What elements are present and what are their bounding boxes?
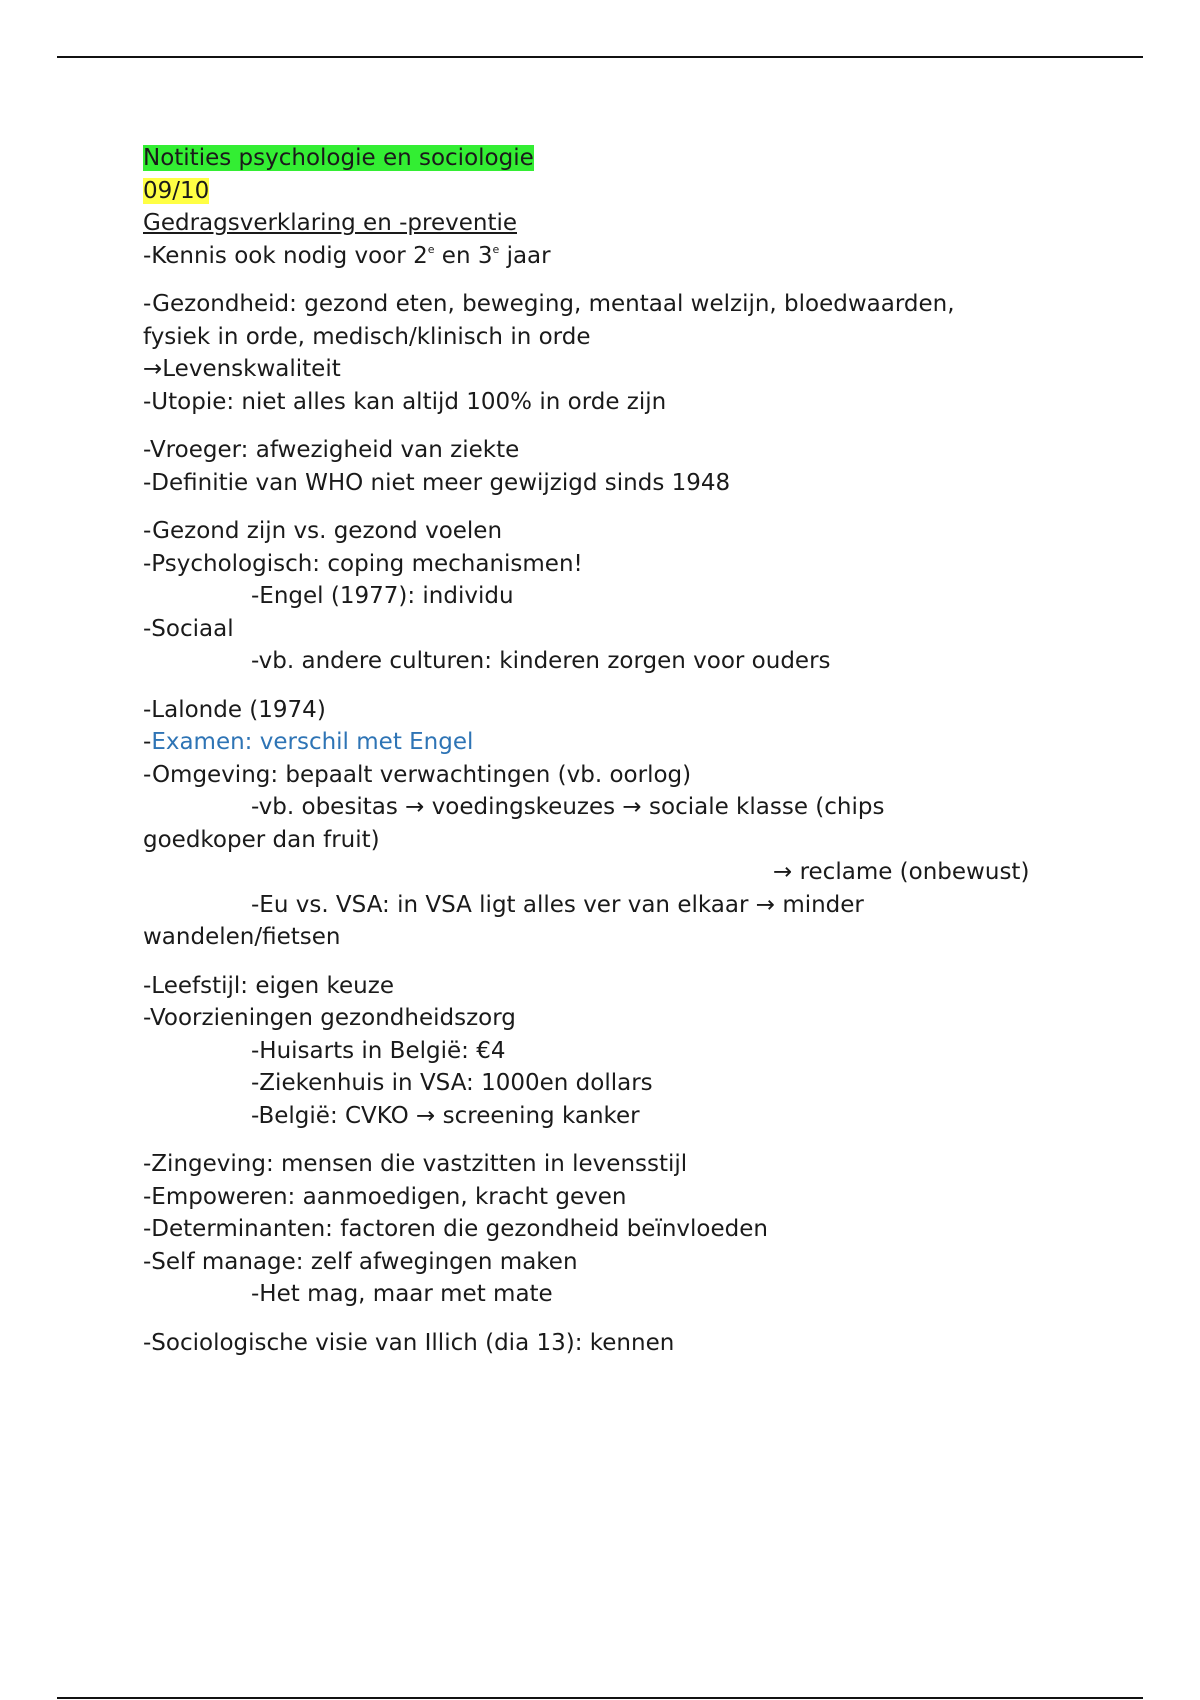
date-highlight: 09/10 [143, 177, 210, 204]
note-line: -Utopie: niet alles kan altijd 100% in orde zijn [143, 388, 667, 415]
note-line-indented: -Huisarts in België: €4 [251, 1037, 506, 1064]
exam-note-line: -Examen: verschil met Engel [143, 729, 474, 755]
note-line: wandelen/fietsen [143, 924, 341, 950]
kennis-line: -Kennis ook nodig voor 2e en 3e jaar [143, 242, 551, 269]
doc-date [143, 175, 1103, 208]
note-line: -Sociaal [143, 615, 234, 642]
note-line: -Gezond zijn vs. gezond voelen [143, 518, 503, 544]
note-line: -Omgeving: bepaalt verwachtingen (vb. oorlog) [143, 761, 692, 788]
note-line: goedkoper dan fruit) [143, 826, 380, 853]
note-line: -Vroeger: afwezigheid van ziekte [143, 437, 520, 463]
doc-subtitle [143, 207, 1103, 240]
note-line: -Zingeving: mensen die vastzitten in levensstijl [143, 1151, 688, 1177]
note-line: -Gezondheid: gezond eten, beweging, mentaal welzijn, bloedwaarden, [143, 291, 955, 317]
note-line: fysiek in orde, medisch/klinisch in orde [143, 323, 591, 350]
note-line-indented: -België: CVKO → screening kanker [251, 1102, 640, 1129]
subtitle-text: Gedragsverklaring en -preventie [143, 210, 517, 236]
note-line: -Self manage: zelf afwegingen maken [143, 1248, 578, 1275]
note-line-indented: -Het mag, maar met mate [251, 1281, 553, 1307]
title-highlight: Notities psychologie en sociologie [143, 145, 534, 171]
note-line: -Definitie van WHO niet meer gewijzigd sinds 1948 [143, 469, 731, 496]
note-line-right: → reclame (onbewust) [773, 859, 1030, 885]
top-rule [57, 56, 1143, 58]
note-line-indented: -Engel (1977): individu [251, 583, 514, 609]
exam-note-text: Examen: verschil met Engel [151, 729, 474, 755]
note-line: →Levenskwaliteit [143, 356, 341, 382]
note-line: -Determinanten: factoren die gezondheid beïnvloeden [143, 1216, 768, 1242]
note-line: -Leefstijl: eigen keuze [143, 972, 394, 999]
note-line-indented: -Ziekenhuis in VSA: 1000en dollars [251, 1070, 653, 1096]
note-line: -Lalonde (1974) [143, 696, 326, 723]
doc-title [143, 142, 1103, 175]
note-line-indented: -vb. andere culturen: kinderen zorgen voor ouders [251, 648, 831, 674]
note-line: -Voorzieningen gezondheidszorg [143, 1005, 516, 1031]
document-body [143, 142, 1103, 1359]
note-line-indented: -vb. obesitas → voedingskeuzes → sociale klasse (chips [251, 794, 885, 820]
note-line: -Empoweren: aanmoedigen, kracht geven [143, 1183, 627, 1210]
note-line: -Psychologisch: coping mechanismen! [143, 550, 583, 577]
note-line-indented: -Eu vs. VSA: in VSA ligt alles ver van elkaar → minder [251, 891, 864, 918]
bottom-rule [57, 1697, 1143, 1699]
note-line: -Sociologische visie van Illich (dia 13): kennen [143, 1329, 675, 1356]
